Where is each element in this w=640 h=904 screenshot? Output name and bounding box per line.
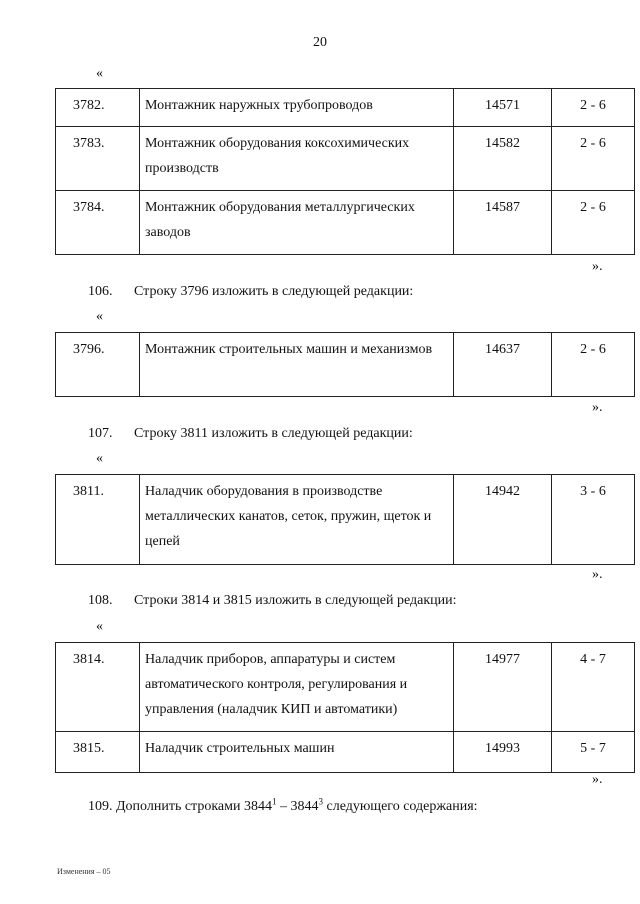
row-number: 3783. — [56, 127, 140, 191]
table-row — [56, 127, 635, 191]
superscript: 3 — [318, 796, 323, 807]
profession-name: Монтажник наружных трубопроводов — [140, 89, 454, 127]
profession-name: Монтажник строительных машин и механизмов — [140, 333, 454, 397]
closing-quote: ». — [592, 772, 603, 787]
profession-code: 14582 — [454, 127, 552, 191]
item-109-paragraph — [88, 796, 478, 815]
profession-code: 14942 — [454, 475, 552, 565]
table-row-3796 — [55, 332, 635, 397]
opening-quote: « — [96, 66, 103, 81]
table-row — [56, 643, 635, 732]
item-107-number: 107. — [88, 426, 113, 441]
row-number: 3811. — [56, 475, 140, 565]
profession-name: Наладчик приборов, аппаратуры и систем автоматического контроля, регулирования и управления (наладчик КИП и автоматики) — [140, 643, 454, 732]
item-108-text: Строки 3814 и 3815 изложить в следующей редакции: — [134, 593, 457, 608]
row-number: 3782. — [56, 89, 140, 127]
profession-code: 14571 — [454, 89, 552, 127]
item-107-text: Строку 3811 изложить в следующей редакции: — [134, 426, 413, 441]
grade-range: 2 - 6 — [552, 333, 635, 397]
table-row — [56, 191, 635, 255]
table-rows-3814-3815 — [55, 642, 635, 773]
profession-name: Монтажник оборудования металлургических заводов — [140, 191, 454, 255]
closing-quote: ». — [592, 567, 603, 582]
table-row — [56, 333, 635, 397]
grade-range: 4 - 7 — [552, 643, 635, 732]
profession-name: Монтажник оборудования коксохимических производств — [140, 127, 454, 191]
table-row — [56, 732, 635, 773]
item-109-prefix: 109. Дополнить строками 3844 — [88, 799, 272, 814]
closing-quote: ». — [592, 400, 603, 415]
profession-code: 14993 — [454, 732, 552, 773]
table-row — [56, 89, 635, 127]
page-footer: Изменения – 05 — [57, 867, 111, 876]
superscript: 1 — [272, 796, 277, 807]
opening-quote: « — [96, 309, 103, 324]
table-rows-3782-3784 — [55, 88, 635, 255]
item-109-dash: – 3844 — [276, 799, 319, 814]
profession-name: Наладчик оборудования в производстве металлических канатов, сеток, пружин, щеток и цепей — [140, 475, 454, 565]
grade-range: 2 - 6 — [552, 191, 635, 255]
row-number: 3815. — [56, 732, 140, 773]
table-row — [56, 475, 635, 565]
page-number: 20 — [313, 35, 327, 50]
row-number: 3784. — [56, 191, 140, 255]
row-number: 3814. — [56, 643, 140, 732]
item-106-text: Строку 3796 изложить в следующей редакции: — [134, 284, 414, 299]
grade-range: 2 - 6 — [552, 127, 635, 191]
profession-code: 14587 — [454, 191, 552, 255]
item-108-number: 108. — [88, 593, 113, 608]
opening-quote: « — [96, 451, 103, 466]
opening-quote: « — [96, 619, 103, 634]
item-109-suffix: следующего содержания: — [323, 799, 478, 814]
table-row-3811 — [55, 474, 635, 565]
profession-code: 14637 — [454, 333, 552, 397]
closing-quote: ». — [592, 259, 603, 274]
grade-range: 2 - 6 — [552, 89, 635, 127]
profession-code: 14977 — [454, 643, 552, 732]
profession-name: Наладчик строительных машин — [140, 732, 454, 773]
grade-range: 3 - 6 — [552, 475, 635, 565]
item-106-number: 106. — [88, 284, 113, 299]
grade-range: 5 - 7 — [552, 732, 635, 773]
row-number: 3796. — [56, 333, 140, 397]
